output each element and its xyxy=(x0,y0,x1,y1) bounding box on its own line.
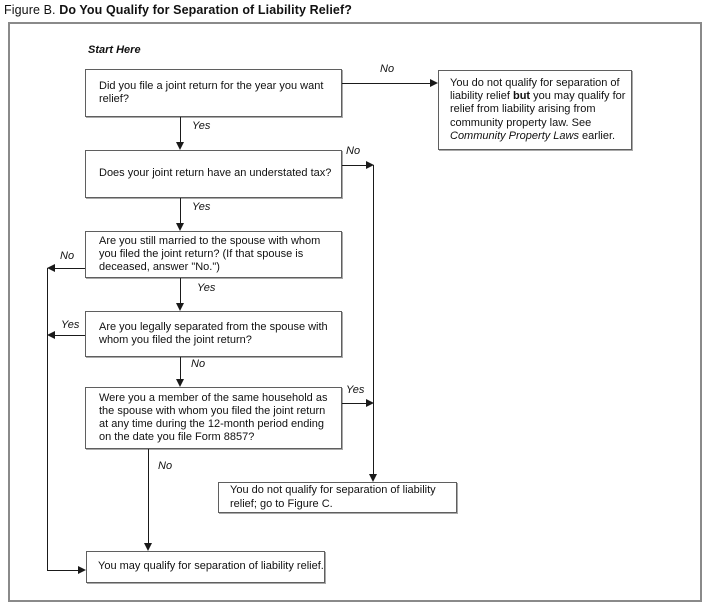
arrow-down-icon xyxy=(176,379,184,387)
label-q5-no: No xyxy=(158,460,173,472)
arrow-right-icon xyxy=(430,79,438,87)
outcome-community-property-box xyxy=(438,70,632,150)
connector-q1-yes xyxy=(180,117,181,143)
decision-q5-line: on the date you file Form 8857? xyxy=(99,431,255,444)
connector-q3-no xyxy=(55,268,85,269)
connector-q4-yes xyxy=(55,335,85,336)
label-q1-no: No xyxy=(380,63,395,75)
arrow-down-icon xyxy=(176,303,184,311)
arrow-down-icon xyxy=(176,223,184,231)
outcome-figure-c-box xyxy=(218,482,457,513)
decision-q4-line: Are you legally separated from the spouse with xyxy=(99,320,328,333)
left-rail-bottom-line xyxy=(47,570,78,571)
connector-q2-yes xyxy=(180,198,181,224)
label-q3-no: No xyxy=(60,250,75,262)
decision-q3-box xyxy=(85,231,342,278)
decision-q4-line: whom you filed the joint return? xyxy=(99,334,252,346)
outcome-community-line xyxy=(450,90,625,103)
outcome-community-line: You do not qualify for separation of xyxy=(450,76,620,89)
connector-q4-no xyxy=(180,357,181,380)
label-q2-yes: Yes xyxy=(192,201,211,213)
label-q3-yes: Yes xyxy=(197,282,216,294)
figure-title-text: Do You Qualify for Separation of Liability Relief? xyxy=(59,3,352,17)
connector-q5-no xyxy=(148,449,149,544)
outcome-community-line xyxy=(450,130,625,143)
arrow-left-icon xyxy=(47,264,55,272)
outcome-community-text: you may qualify for xyxy=(530,90,626,103)
right-rail-line xyxy=(373,165,374,475)
decision-q3-line: Are you still married to the spouse with whom xyxy=(99,234,321,247)
outcome-qualify-box xyxy=(86,551,325,583)
decision-q5-line: Were you a member of the same household as xyxy=(99,391,328,404)
decision-q1-box xyxy=(85,69,342,117)
outcome-community-text: liability relief xyxy=(450,90,513,103)
decision-q2-box xyxy=(85,150,342,198)
outcome-community-line: community property law. See xyxy=(450,116,592,129)
connector-q2-no xyxy=(342,165,366,166)
left-rail-line xyxy=(47,268,48,571)
outcome-community-bold-text: but xyxy=(512,90,531,103)
arrow-right-icon xyxy=(78,566,86,574)
arrow-left-icon xyxy=(47,331,55,339)
decision-q5-line: at any time during the 12-month period ending xyxy=(99,418,325,430)
decision-q4-box xyxy=(85,311,342,357)
decision-q3-line: you filed the joint return? (If that spouse is xyxy=(99,247,304,260)
decision-q2-line: Does your joint return have an understated tax? xyxy=(99,167,332,180)
label-q2-no: No xyxy=(346,145,361,157)
arrow-down-icon xyxy=(144,543,152,551)
label-q1-yes: Yes xyxy=(192,120,211,132)
outcome-figure-c-line: You do not qualify for separation of liability xyxy=(230,484,436,497)
arrow-right-icon xyxy=(366,399,374,407)
start-here-label: Start Here xyxy=(88,44,141,56)
connector-q5-yes xyxy=(342,403,366,404)
outcome-community-text: earlier. xyxy=(579,129,616,142)
arrow-down-icon xyxy=(176,142,184,150)
figure-title xyxy=(4,3,352,17)
decision-q1-line: Did you file a joint return for the year you want xyxy=(99,79,324,92)
outcome-community-italic-text: Community Property Laws xyxy=(450,129,579,142)
label-q4-yes: Yes xyxy=(61,319,80,331)
outcome-figure-c-line: relief; go to Figure C. xyxy=(230,497,333,510)
connector-q1-no xyxy=(342,83,430,84)
label-q5-yes: Yes xyxy=(346,384,365,396)
outcome-qualify-line: You may qualify for separation of liability relief. xyxy=(98,560,324,573)
label-q4-no: No xyxy=(191,358,206,370)
connector-q3-yes xyxy=(180,278,181,304)
decision-q1-line: relief? xyxy=(99,93,129,105)
outcome-community-line: relief from liability arising from xyxy=(450,103,596,116)
decision-q5-box xyxy=(85,387,342,449)
arrow-down-icon xyxy=(369,474,377,482)
figure-label: Figure B. xyxy=(4,3,56,17)
decision-q5-line: the spouse with whom you filed the joint return xyxy=(99,404,326,417)
decision-q3-line: deceased, answer "No.") xyxy=(99,261,220,274)
